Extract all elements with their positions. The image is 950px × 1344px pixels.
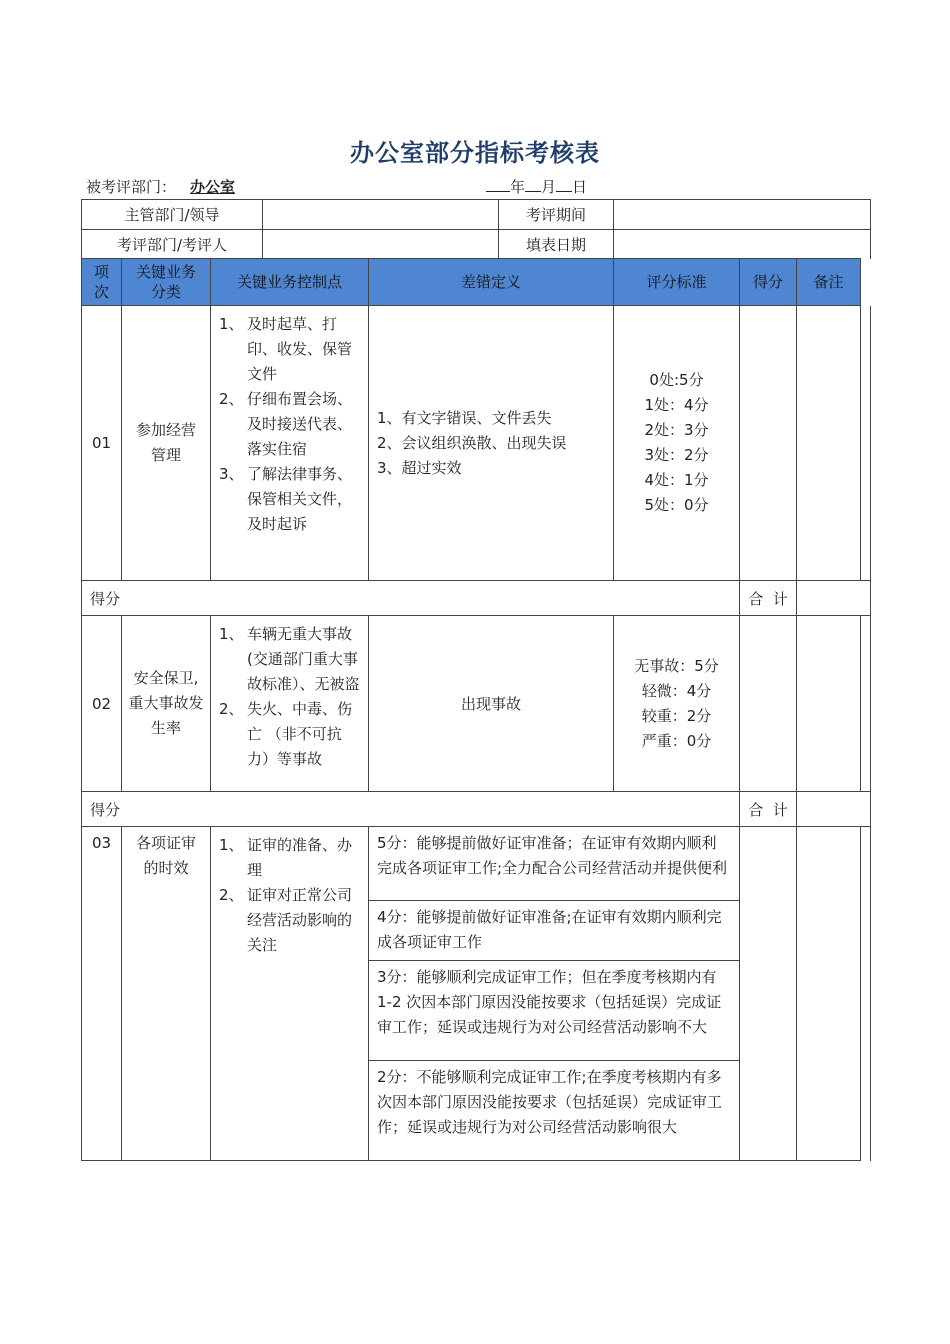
year-label: 年	[510, 178, 526, 196]
criteria-level-2: 2分：不能够顺利完成证审工作;在季度考核期内有多次因本部门原因没能按要求（包括延误）完成证审工作；延误或违规行为对公司经营活动影响很大	[369, 1061, 740, 1161]
table-row	[82, 827, 871, 901]
list-item: 1、有文字错误、文件丢失	[377, 408, 552, 427]
dept-label: 被考评部门：	[86, 178, 177, 196]
control-points	[211, 306, 369, 581]
item-no: 02	[82, 616, 122, 792]
assessment-table	[81, 258, 871, 1161]
category-cell: 参加经营管理	[122, 306, 211, 581]
score-label: 得分	[82, 581, 740, 616]
list-item: 2、 仔细布置会场、及时接送代表、落实住宿	[219, 390, 353, 458]
header-score: 得分	[740, 259, 797, 306]
row-spacer	[861, 306, 871, 581]
list-item: 3、 了解法律事务、保管相关文件，及时起诉	[219, 465, 353, 533]
info-table	[81, 199, 871, 260]
evaluator-field[interactable]	[263, 230, 499, 260]
total-field[interactable]	[797, 581, 871, 616]
day-blank[interactable]	[556, 177, 572, 192]
score-field[interactable]	[740, 616, 797, 792]
error-definition: 出现事故	[369, 616, 614, 792]
control-points	[211, 616, 369, 792]
note-field[interactable]	[797, 616, 861, 792]
table-header-row	[82, 259, 871, 306]
list-item: 1、 及时起草、打印、收发、保管文件	[219, 315, 353, 383]
header-meta	[86, 176, 870, 198]
header-spacer	[861, 259, 871, 306]
supervisor-label: 主管部门/领导	[82, 200, 263, 230]
list-item: 1、 证审的准备、办理	[219, 836, 353, 879]
total-label: 合 计	[740, 581, 797, 616]
evaluator-label: 考评部门/考评人	[82, 230, 263, 260]
score-field[interactable]	[740, 827, 797, 1161]
table-row	[82, 306, 871, 581]
score-label: 得分	[82, 792, 740, 827]
control-points	[211, 827, 369, 1161]
scoring-criteria: 0处:5分 1处：4分 2处：3分 3处：2分 4处：1分 5处：0分	[614, 306, 740, 581]
supervisor-field[interactable]	[263, 200, 499, 230]
criteria-level-4: 4分：能够提前做好证审准备;在证审有效期内顺利完成各项证审工作	[369, 901, 740, 961]
total-field[interactable]	[797, 792, 871, 827]
page-title: 办公室部分指标考核表	[350, 139, 600, 167]
total-label: 合 计	[740, 792, 797, 827]
list-item: 2、 证审对正常公司经营活动影响的关注	[219, 886, 353, 954]
row-spacer	[861, 827, 871, 1161]
month-blank[interactable]	[525, 177, 541, 192]
date-line	[486, 176, 587, 197]
dept-value: 办公室	[190, 178, 236, 196]
category-cell: 安全保卫,重大事故发生率	[122, 616, 211, 792]
list-item: 2、 失火、中毒、伤亡 （非不可抗力）等事故	[219, 700, 353, 768]
month-label: 月	[541, 178, 557, 196]
header-error-def: 差错定义	[369, 259, 614, 306]
list-item: 3、超过实效	[377, 458, 462, 477]
period-label: 考评期间	[499, 200, 614, 230]
category-cell: 各项证审的时效	[122, 827, 211, 1161]
criteria-level-3: 3分：能够顺利完成证审工作；但在季度考核期内有 1-2 次因本部门原因没能按要求（包括延误）完成证审工作；延误或违规行为对公司经营活动影响不大	[369, 961, 740, 1061]
criteria-level-5: 5分：能够提前做好证审准备；在证审有效期内顺利完成各项证审工作;全力配合公司经营活动并提供便利	[369, 827, 740, 901]
list-item: 1、 车辆无重大事故(交通部门重大事故标准）、无被盗	[219, 625, 360, 693]
score-field[interactable]	[740, 306, 797, 581]
fill-date-label: 填表日期	[499, 230, 614, 260]
header-criteria: 评分标准	[614, 259, 740, 306]
year-blank[interactable]	[486, 177, 510, 192]
header-item-no: 项次	[82, 259, 122, 306]
note-field[interactable]	[797, 827, 861, 1161]
row-spacer	[861, 616, 871, 792]
list-item: 2、会议组织涣散、出现失误	[377, 433, 567, 452]
score-summary-row	[82, 792, 871, 827]
table-row	[82, 616, 871, 792]
header-category: 关键业务分类	[122, 259, 211, 306]
item-no: 01	[82, 306, 122, 581]
period-field[interactable]	[614, 200, 871, 230]
scoring-criteria: 无事故：5分 轻微：4分 较重：2分 严重：0分	[614, 616, 740, 792]
fill-date-field[interactable]	[614, 230, 871, 260]
header-note: 备注	[797, 259, 861, 306]
item-no: 03	[82, 827, 122, 1161]
score-summary-row	[82, 581, 871, 616]
day-label: 日	[572, 178, 588, 196]
note-field[interactable]	[797, 306, 861, 581]
error-definition	[369, 306, 614, 581]
header-control: 关键业务控制点	[211, 259, 369, 306]
